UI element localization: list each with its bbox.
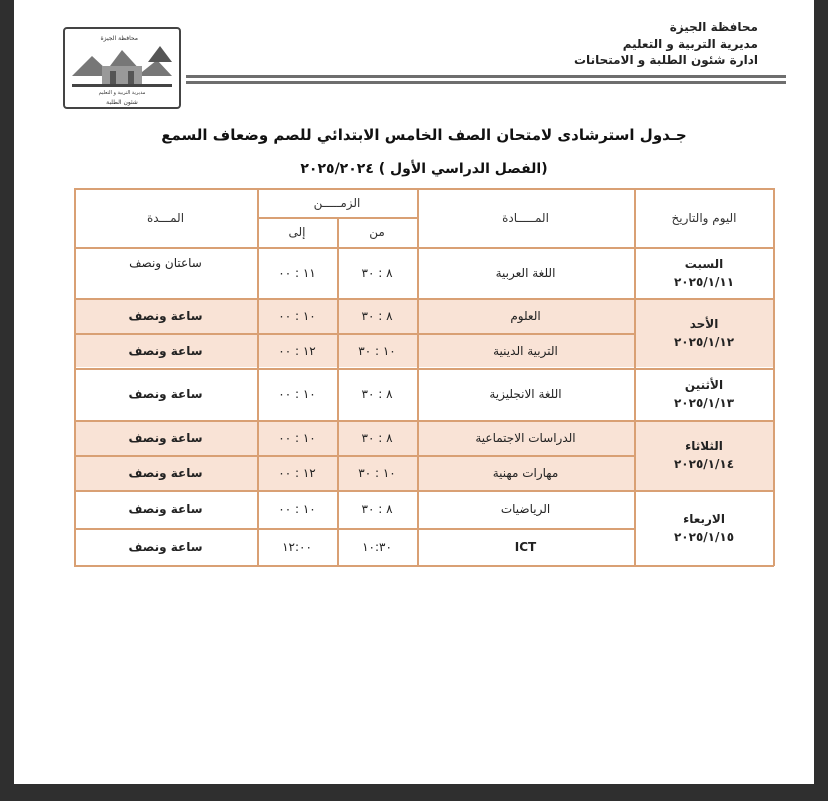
from-cell: ٨ : ٣٠: [361, 430, 393, 445]
header-directorate: مديرية التربية و التعليم: [622, 37, 758, 51]
to-cell: ١٠ : ٠٠: [278, 430, 316, 445]
document-title: جـدول استرشادى لامتحان الصف الخامس الابتدائي للصم وضعاف السمع: [161, 126, 687, 144]
from-cell: ٨ : ٣٠: [361, 308, 393, 323]
document-subtitle: (الفصل الدراسي الأول ) ٢٠٢٥/٢٠٢٤: [300, 161, 548, 177]
day-cell: [634, 247, 774, 298]
from-cell: ١٠:٣٠: [362, 539, 392, 554]
to-cell: ١٢:٠٠: [282, 539, 312, 554]
logo-mid-text: مديرية التربية و التعليم: [98, 90, 146, 96]
duration-cell: ساعة ونصف: [128, 343, 203, 358]
header-subject: المـــــادة: [502, 210, 549, 225]
duration-cell: ساعة ونصف: [128, 502, 203, 516]
document-sheet: [14, 0, 814, 784]
day-date: ٢٠٢٥/١/١١: [673, 274, 735, 289]
subject-cell: الرياضيات: [500, 502, 551, 516]
subject-cell: اللغة الانجليزية: [489, 387, 562, 401]
day-name: الاربعاء: [683, 512, 725, 526]
day-name: الأحد: [689, 317, 719, 331]
from-cell: ٨ : ٣٠: [361, 502, 393, 516]
logo-top-text: محافظة الجيزة: [100, 35, 138, 42]
duration-cell: ساعة ونصف: [128, 308, 203, 323]
duration-cell: ساعة ونصف: [128, 387, 203, 401]
day-cell: [634, 420, 774, 490]
day-name: الثلاثاء: [685, 439, 723, 453]
duration-cell: ساعة ونصف: [128, 465, 203, 480]
rule-bottom: [186, 81, 786, 84]
day-date: ٢٠٢٥/١/١٤: [673, 457, 735, 471]
subject-cell: مهارات مهنية: [492, 465, 559, 480]
header-from: من: [369, 225, 385, 239]
day-cell: [634, 490, 774, 566]
to-cell: ١٠ : ٠٠: [278, 387, 316, 401]
subject-cell: العلوم: [510, 308, 541, 323]
logo-bottom-text: شئون الطلبة: [106, 99, 138, 106]
to-cell: ١١ : ٠٠: [278, 265, 316, 280]
to-cell: ١٠ : ٠٠: [278, 502, 316, 516]
header-to: إلى: [288, 225, 306, 239]
header-department: ادارة شئون الطلبة و الامتحانات: [574, 53, 758, 67]
duration-cell: ساعة ونصف: [128, 430, 203, 445]
subject-cell: اللغة العربية: [495, 265, 556, 280]
header-governorate: محافظة الجيزة: [669, 20, 758, 34]
subject-cell: التربية الدينية: [493, 343, 558, 358]
header-time: الزمـــــن: [313, 195, 361, 210]
governorate-seal-logo: [62, 26, 182, 110]
rule-top: [186, 75, 786, 78]
day-date: ٢٠٢٥/١/١٣: [673, 396, 735, 410]
duration-cell: ساعتان ونصف: [129, 256, 202, 270]
from-cell: ١٠ : ٣٠: [358, 465, 396, 480]
day-cell: [634, 298, 774, 368]
subject-cell: ICT: [514, 539, 537, 554]
subject-cell: الدراسات الاجتماعية: [475, 430, 576, 445]
day-date: ٢٠٢٥/١/١٥: [673, 530, 735, 544]
to-cell: ١٠ : ٠٠: [278, 308, 316, 323]
day-date: ٢٠٢٥/١/١٢: [673, 335, 735, 349]
header-double-rule: [186, 74, 786, 86]
day-name: السبت: [684, 256, 724, 271]
to-cell: ١٢ : ٠٠: [278, 343, 316, 358]
header-duration: المـــدة: [146, 210, 185, 225]
header-day-date: اليوم والتاريخ: [671, 210, 737, 225]
from-cell: ١٠ : ٣٠: [358, 343, 396, 358]
from-cell: ٨ : ٣٠: [361, 265, 393, 280]
duration-cell: ساعة ونصف: [128, 539, 203, 554]
day-cell: [634, 368, 774, 420]
to-cell: ١٢ : ٠٠: [278, 465, 316, 480]
day-name: الأثنين: [684, 378, 724, 392]
from-cell: ٨ : ٣٠: [361, 387, 393, 401]
exam-schedule-table: [74, 188, 774, 566]
